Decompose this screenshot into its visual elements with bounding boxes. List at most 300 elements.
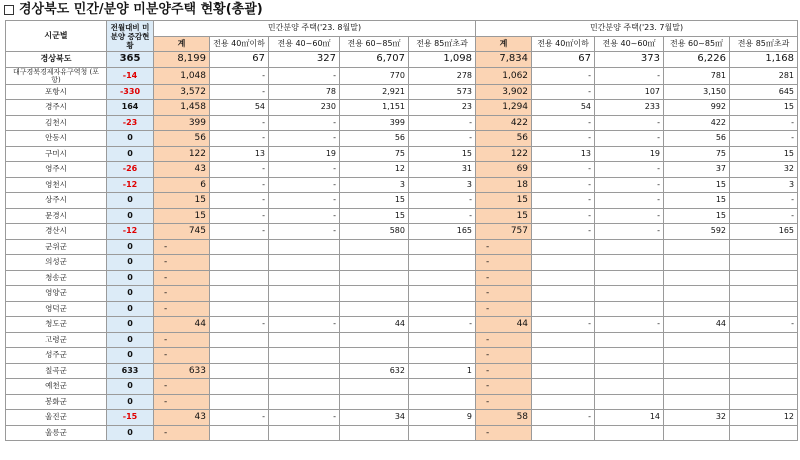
cur-value-cell: - [269, 193, 340, 209]
prev-value-cell [664, 239, 730, 255]
cur-value-cell: 6,707 [340, 52, 409, 68]
cur-value-cell [269, 239, 340, 255]
prev-value-cell: 992 [664, 100, 730, 116]
prev-value-cell: - [532, 208, 595, 224]
change-cell: 0 [107, 301, 154, 317]
cur-total-cell: 633 [154, 363, 210, 379]
prev-value-cell: - [532, 67, 595, 84]
prev-total-cell: - [476, 286, 532, 302]
prev-total-cell: - [476, 332, 532, 348]
change-cell: 0 [107, 348, 154, 364]
table-row [6, 379, 798, 395]
prev-value-cell [664, 363, 730, 379]
change-cell: 0 [107, 379, 154, 395]
prev-value-cell [595, 332, 664, 348]
region-cell: 울진군 [6, 410, 107, 426]
table-row [6, 208, 798, 224]
cur-total-cell: - [154, 332, 210, 348]
change-cell: 0 [107, 255, 154, 271]
prev-value-cell: 67 [532, 52, 595, 68]
prev-value-cell: 54 [532, 100, 595, 116]
prev-value-cell: 15 [664, 193, 730, 209]
prev-value-cell [664, 394, 730, 410]
prev-value-cell [730, 379, 798, 395]
table-row [6, 224, 798, 240]
cur-value-cell: 770 [340, 67, 409, 84]
change-cell: -12 [107, 177, 154, 193]
prev-value-cell: 14 [595, 410, 664, 426]
prev-value-cell: - [595, 115, 664, 131]
prev-total-cell: 422 [476, 115, 532, 131]
cur-value-cell: - [210, 410, 269, 426]
housing-table [5, 20, 798, 441]
cur-total-cell: 399 [154, 115, 210, 131]
prev-value-cell: 15 [664, 177, 730, 193]
table-row [6, 146, 798, 162]
change-cell: -14 [107, 67, 154, 84]
prev-value-cell: 32 [730, 162, 798, 178]
change-cell: 0 [107, 193, 154, 209]
cur-value-cell [340, 301, 409, 317]
region-cell: 칠곡군 [6, 363, 107, 379]
prev-total-cell: - [476, 270, 532, 286]
cur-value-cell: - [210, 177, 269, 193]
header-group-previous: 민간분양 주택('23. 7월말) [476, 21, 798, 37]
cur-value-cell [340, 348, 409, 364]
prev-value-cell [730, 286, 798, 302]
table-row [6, 193, 798, 209]
cur-value-cell [269, 363, 340, 379]
table-row [6, 270, 798, 286]
change-cell: -12 [107, 224, 154, 240]
table-row [6, 239, 798, 255]
prev-value-cell [664, 332, 730, 348]
cur-value-cell [269, 394, 340, 410]
table-row [6, 425, 798, 441]
cur-total-cell: - [154, 394, 210, 410]
header-cur-60-85: 전용 60~85㎡ [340, 36, 409, 52]
change-cell: 0 [107, 394, 154, 410]
header-cur-85: 전용 85㎡초과 [409, 36, 476, 52]
table-row [6, 100, 798, 116]
prev-value-cell: 6,226 [664, 52, 730, 68]
prev-value-cell: - [532, 115, 595, 131]
prev-value-cell: 107 [595, 84, 664, 100]
region-cell: 청도군 [6, 317, 107, 333]
prev-value-cell [532, 394, 595, 410]
header-cur-40: 전용 40㎡이하 [210, 36, 269, 52]
cur-value-cell: - [269, 131, 340, 147]
prev-total-cell: - [476, 425, 532, 441]
change-cell: 0 [107, 146, 154, 162]
prev-value-cell: 15 [730, 100, 798, 116]
region-cell: 군위군 [6, 239, 107, 255]
cur-value-cell [409, 270, 476, 286]
prev-value-cell: 592 [664, 224, 730, 240]
table-body [6, 52, 798, 441]
prev-value-cell: - [532, 317, 595, 333]
cur-value-cell: 23 [409, 100, 476, 116]
prev-value-cell [595, 301, 664, 317]
cur-value-cell [340, 394, 409, 410]
region-cell: 문경시 [6, 208, 107, 224]
cur-value-cell: - [269, 162, 340, 178]
cur-total-cell: 43 [154, 410, 210, 426]
prev-value-cell [532, 239, 595, 255]
table-row [6, 177, 798, 193]
region-cell: 청송군 [6, 270, 107, 286]
region-cell: 영주시 [6, 162, 107, 178]
cur-value-cell: - [409, 317, 476, 333]
cur-value-cell: 34 [340, 410, 409, 426]
region-cell: 의성군 [6, 255, 107, 271]
prev-value-cell: - [532, 410, 595, 426]
cur-value-cell [269, 255, 340, 271]
prev-value-cell [532, 301, 595, 317]
cur-value-cell: - [210, 208, 269, 224]
prev-total-cell: 18 [476, 177, 532, 193]
prev-value-cell [532, 363, 595, 379]
prev-value-cell [595, 286, 664, 302]
cur-value-cell: 54 [210, 100, 269, 116]
cur-value-cell [210, 394, 269, 410]
change-cell: 0 [107, 317, 154, 333]
change-cell: -23 [107, 115, 154, 131]
prev-value-cell: - [595, 177, 664, 193]
prev-value-cell: 15 [730, 146, 798, 162]
cur-value-cell: 3 [340, 177, 409, 193]
prev-total-cell: - [476, 255, 532, 271]
cur-total-cell: 3,572 [154, 84, 210, 100]
table-row [6, 84, 798, 100]
table-row [6, 301, 798, 317]
prev-value-cell: 75 [664, 146, 730, 162]
header-change: 전월대비 미분양 증감현황 [107, 21, 154, 52]
header-prev-40-60: 전용 40~60㎡ [595, 36, 664, 52]
cur-value-cell [340, 270, 409, 286]
change-cell: 0 [107, 270, 154, 286]
cur-value-cell [269, 270, 340, 286]
prev-value-cell [664, 255, 730, 271]
cur-total-cell: 43 [154, 162, 210, 178]
prev-value-cell: 373 [595, 52, 664, 68]
prev-total-cell: - [476, 239, 532, 255]
table-row [6, 67, 798, 84]
prev-total-cell: - [476, 363, 532, 379]
cur-value-cell: - [210, 131, 269, 147]
prev-value-cell [595, 255, 664, 271]
cur-value-cell [269, 286, 340, 302]
table-row [6, 332, 798, 348]
table-row [6, 131, 798, 147]
region-cell: 예천군 [6, 379, 107, 395]
cur-value-cell: 67 [210, 52, 269, 68]
prev-value-cell: 781 [664, 67, 730, 84]
change-cell: 0 [107, 332, 154, 348]
prev-value-cell [730, 363, 798, 379]
change-cell: -330 [107, 84, 154, 100]
prev-value-cell: 32 [664, 410, 730, 426]
cur-value-cell [340, 379, 409, 395]
cur-value-cell: - [269, 224, 340, 240]
prev-value-cell [664, 270, 730, 286]
table-row [6, 162, 798, 178]
cur-total-cell: - [154, 270, 210, 286]
region-cell: 영천시 [6, 177, 107, 193]
cur-value-cell [210, 270, 269, 286]
cur-value-cell: 230 [269, 100, 340, 116]
prev-value-cell [664, 286, 730, 302]
prev-value-cell [730, 425, 798, 441]
empty-square-icon [4, 5, 14, 15]
region-cell: 김천시 [6, 115, 107, 131]
prev-value-cell: 1,168 [730, 52, 798, 68]
prev-total-cell: 15 [476, 193, 532, 209]
prev-total-cell: 69 [476, 162, 532, 178]
cur-value-cell: 9 [409, 410, 476, 426]
cur-total-cell: - [154, 239, 210, 255]
cur-value-cell [210, 348, 269, 364]
prev-value-cell: - [595, 224, 664, 240]
cur-value-cell [210, 255, 269, 271]
cur-value-cell [269, 348, 340, 364]
prev-value-cell: - [730, 131, 798, 147]
prev-total-cell: 1,062 [476, 67, 532, 84]
cur-value-cell [409, 425, 476, 441]
cur-total-cell: 1,458 [154, 100, 210, 116]
cur-value-cell: 78 [269, 84, 340, 100]
table-row [6, 394, 798, 410]
region-cell: 경상북도 [6, 52, 107, 68]
prev-value-cell [595, 425, 664, 441]
table-row [6, 52, 798, 68]
prev-value-cell [730, 270, 798, 286]
prev-value-cell: - [595, 193, 664, 209]
cur-value-cell [409, 394, 476, 410]
table-row [6, 410, 798, 426]
cur-value-cell: - [269, 67, 340, 84]
prev-value-cell: - [730, 317, 798, 333]
cur-value-cell: - [409, 131, 476, 147]
change-cell: 365 [107, 52, 154, 68]
cur-value-cell: 573 [409, 84, 476, 100]
region-cell: 고령군 [6, 332, 107, 348]
change-cell: -15 [107, 410, 154, 426]
table-row [6, 363, 798, 379]
prev-value-cell: - [532, 162, 595, 178]
prev-value-cell: 645 [730, 84, 798, 100]
header-row-1 [6, 21, 798, 37]
table-row [6, 286, 798, 302]
cur-value-cell: 2,921 [340, 84, 409, 100]
prev-total-cell: 15 [476, 208, 532, 224]
cur-value-cell: - [210, 162, 269, 178]
prev-total-cell: 1,294 [476, 100, 532, 116]
prev-value-cell: 3,150 [664, 84, 730, 100]
cur-total-cell: 15 [154, 193, 210, 209]
prev-value-cell: 44 [664, 317, 730, 333]
cur-value-cell [409, 239, 476, 255]
prev-value-cell: - [532, 193, 595, 209]
prev-total-cell: 757 [476, 224, 532, 240]
cur-value-cell [269, 425, 340, 441]
prev-value-cell: - [595, 131, 664, 147]
prev-total-cell: 3,902 [476, 84, 532, 100]
cur-value-cell: - [210, 67, 269, 84]
cur-value-cell [409, 379, 476, 395]
cur-total-cell: 44 [154, 317, 210, 333]
change-cell: 633 [107, 363, 154, 379]
prev-value-cell [595, 348, 664, 364]
prev-value-cell [595, 363, 664, 379]
prev-total-cell: 44 [476, 317, 532, 333]
region-cell: 안동시 [6, 131, 107, 147]
prev-value-cell [664, 379, 730, 395]
region-cell: 포항시 [6, 84, 107, 100]
prev-total-cell: 56 [476, 131, 532, 147]
cur-value-cell: 44 [340, 317, 409, 333]
cur-value-cell: 15 [340, 208, 409, 224]
table-row [6, 255, 798, 271]
prev-value-cell [532, 348, 595, 364]
cur-value-cell [210, 332, 269, 348]
cur-total-cell: - [154, 255, 210, 271]
prev-value-cell: 233 [595, 100, 664, 116]
table-row [6, 115, 798, 131]
cur-total-cell: 122 [154, 146, 210, 162]
region-cell: 성주군 [6, 348, 107, 364]
title-bar [0, 0, 800, 20]
cur-value-cell: 1,151 [340, 100, 409, 116]
prev-value-cell: - [595, 67, 664, 84]
prev-value-cell [595, 270, 664, 286]
prev-value-cell: 19 [595, 146, 664, 162]
cur-value-cell [409, 348, 476, 364]
region-cell: 경산시 [6, 224, 107, 240]
cur-value-cell: - [210, 115, 269, 131]
cur-total-cell: - [154, 379, 210, 395]
prev-value-cell: - [532, 177, 595, 193]
region-cell: 울릉군 [6, 425, 107, 441]
prev-value-cell: - [595, 162, 664, 178]
change-cell: 0 [107, 286, 154, 302]
cur-value-cell [409, 332, 476, 348]
prev-value-cell: - [532, 224, 595, 240]
prev-value-cell: - [730, 193, 798, 209]
region-cell: 구미시 [6, 146, 107, 162]
prev-value-cell [664, 348, 730, 364]
cur-value-cell: 399 [340, 115, 409, 131]
cur-value-cell: 1,098 [409, 52, 476, 68]
prev-value-cell: - [730, 208, 798, 224]
header-prev-60-85: 전용 60~85㎡ [664, 36, 730, 52]
change-cell: 0 [107, 425, 154, 441]
cur-value-cell: - [269, 115, 340, 131]
table-row [6, 317, 798, 333]
region-cell: 대구경북경제자유구역청 (포항) [6, 67, 107, 84]
cur-value-cell [340, 239, 409, 255]
prev-value-cell: 3 [730, 177, 798, 193]
cur-value-cell: 15 [340, 193, 409, 209]
prev-value-cell [532, 425, 595, 441]
cur-total-cell: 8,199 [154, 52, 210, 68]
prev-value-cell [664, 425, 730, 441]
header-prev-40: 전용 40㎡이하 [532, 36, 595, 52]
prev-value-cell [730, 348, 798, 364]
header-cur-total: 계 [154, 36, 210, 52]
cur-value-cell [340, 332, 409, 348]
cur-value-cell: 278 [409, 67, 476, 84]
cur-value-cell [409, 255, 476, 271]
prev-value-cell: 56 [664, 131, 730, 147]
change-cell: 0 [107, 131, 154, 147]
region-cell: 경주시 [6, 100, 107, 116]
cur-value-cell [210, 286, 269, 302]
cur-value-cell: - [409, 208, 476, 224]
prev-total-cell: - [476, 301, 532, 317]
cur-value-cell: 12 [340, 162, 409, 178]
prev-value-cell [595, 379, 664, 395]
cur-total-cell: - [154, 348, 210, 364]
prev-value-cell: - [595, 317, 664, 333]
region-cell: 상주시 [6, 193, 107, 209]
change-cell: 0 [107, 208, 154, 224]
prev-value-cell: 13 [532, 146, 595, 162]
cur-value-cell: - [210, 84, 269, 100]
prev-value-cell [730, 301, 798, 317]
region-cell: 영덕군 [6, 301, 107, 317]
prev-value-cell: 281 [730, 67, 798, 84]
cur-value-cell [409, 301, 476, 317]
cur-value-cell: 15 [409, 146, 476, 162]
cur-value-cell [210, 379, 269, 395]
cur-value-cell [210, 301, 269, 317]
prev-value-cell: 37 [664, 162, 730, 178]
cur-value-cell: 327 [269, 52, 340, 68]
prev-value-cell [730, 239, 798, 255]
prev-value-cell: 12 [730, 410, 798, 426]
cur-value-cell [269, 301, 340, 317]
prev-value-cell [532, 332, 595, 348]
cur-value-cell: - [269, 410, 340, 426]
prev-value-cell [532, 255, 595, 271]
table-row [6, 348, 798, 364]
cur-value-cell [269, 332, 340, 348]
region-cell: 봉화군 [6, 394, 107, 410]
cur-value-cell [210, 239, 269, 255]
page-title: 경상북도 민간/분양 미분양주택 현황(총괄) [19, 2, 263, 17]
prev-total-cell: - [476, 348, 532, 364]
cur-value-cell [340, 425, 409, 441]
prev-value-cell [595, 394, 664, 410]
cur-total-cell: - [154, 425, 210, 441]
change-cell: 164 [107, 100, 154, 116]
cur-value-cell [269, 379, 340, 395]
prev-value-cell: - [532, 84, 595, 100]
prev-value-cell: - [730, 115, 798, 131]
cur-value-cell: 1 [409, 363, 476, 379]
prev-value-cell: - [532, 131, 595, 147]
cur-total-cell: 15 [154, 208, 210, 224]
cur-value-cell: 13 [210, 146, 269, 162]
prev-total-cell: - [476, 379, 532, 395]
cur-value-cell: 19 [269, 146, 340, 162]
change-cell: -26 [107, 162, 154, 178]
prev-value-cell [730, 394, 798, 410]
cur-total-cell: - [154, 286, 210, 302]
cur-value-cell: 580 [340, 224, 409, 240]
cur-value-cell [409, 286, 476, 302]
